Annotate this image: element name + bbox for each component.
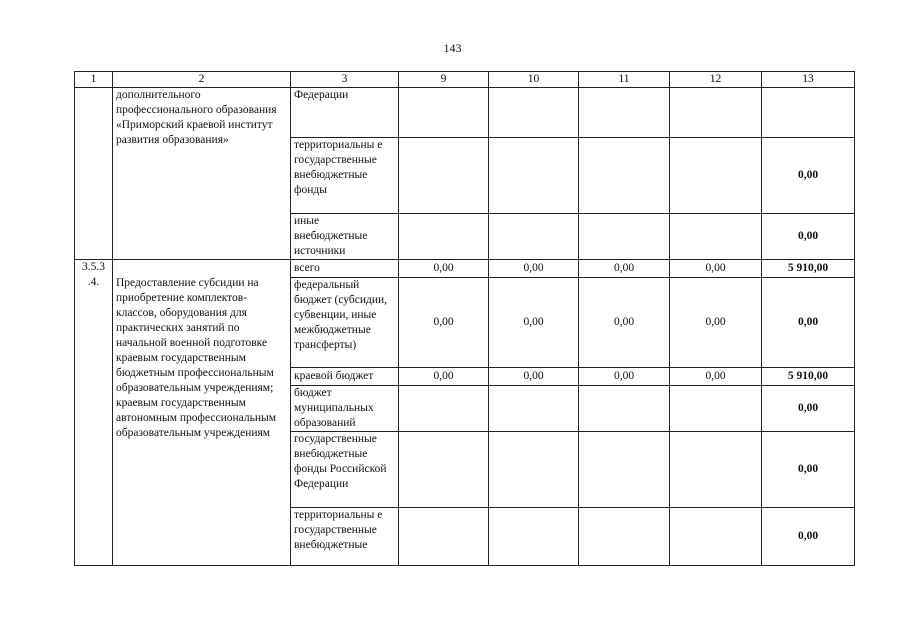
code-cell bbox=[75, 88, 113, 260]
source-label: территориальны е государственные внебюджетные фонды bbox=[291, 138, 399, 214]
value-cell: 0,00 bbox=[670, 260, 762, 278]
header-col-10: 10 bbox=[489, 72, 579, 88]
total-cell: 0,00 bbox=[762, 432, 855, 508]
header-col-9: 9 bbox=[399, 72, 489, 88]
value-cell: 0,00 bbox=[399, 260, 489, 278]
total-cell: 0,00 bbox=[762, 278, 855, 368]
source-label: всего bbox=[291, 260, 399, 278]
value-cell: 0,00 bbox=[489, 260, 579, 278]
source-label: иные внебюджетные источники bbox=[291, 214, 399, 260]
table-row bbox=[75, 88, 855, 138]
value-cell bbox=[579, 214, 670, 260]
code-cell: 3.5.3 .4. bbox=[75, 260, 113, 566]
header-col-12: 12 bbox=[670, 72, 762, 88]
value-cell bbox=[670, 508, 762, 566]
table-row bbox=[75, 260, 855, 278]
value-cell bbox=[670, 386, 762, 432]
source-label: государственные внебюджетные фонды Российской Федерации bbox=[291, 432, 399, 508]
total-cell: 0,00 bbox=[762, 138, 855, 214]
value-cell: 0,00 bbox=[579, 278, 670, 368]
page-number: 143 bbox=[443, 41, 462, 55]
value-cell bbox=[670, 88, 762, 138]
value-cell: 0,00 bbox=[670, 278, 762, 368]
header-col-1: 1 bbox=[75, 72, 113, 88]
header-row bbox=[75, 72, 855, 88]
source-label: территориальны е государственные внебюджетные bbox=[291, 508, 399, 566]
value-cell: 0,00 bbox=[489, 368, 579, 386]
value-cell: 0,00 bbox=[670, 368, 762, 386]
total-cell bbox=[762, 88, 855, 138]
header-col-11: 11 bbox=[579, 72, 670, 88]
value-cell bbox=[399, 508, 489, 566]
header-col-3: 3 bbox=[291, 72, 399, 88]
header-col-13: 13 bbox=[762, 72, 855, 88]
total-cell: 0,00 bbox=[762, 508, 855, 566]
value-cell bbox=[489, 88, 579, 138]
value-cell bbox=[399, 88, 489, 138]
value-cell bbox=[670, 432, 762, 508]
value-cell: 0,00 bbox=[399, 278, 489, 368]
value-cell bbox=[489, 138, 579, 214]
source-label: Федерации bbox=[291, 88, 399, 138]
total-cell: 5 910,00 bbox=[762, 260, 855, 278]
value-cell bbox=[670, 214, 762, 260]
value-cell bbox=[579, 432, 670, 508]
value-cell: 0,00 bbox=[399, 368, 489, 386]
source-label: бюджет муниципальных образований bbox=[291, 386, 399, 432]
value-cell bbox=[489, 386, 579, 432]
source-label: федеральный бюджет (субсидии, субвенции, иные межбюджетные трансферты) bbox=[291, 278, 399, 368]
source-label: краевой бюджет bbox=[291, 368, 399, 386]
value-cell bbox=[399, 386, 489, 432]
value-cell bbox=[579, 386, 670, 432]
value-cell bbox=[489, 214, 579, 260]
value-cell bbox=[579, 508, 670, 566]
value-cell: 0,00 bbox=[579, 368, 670, 386]
value-cell bbox=[489, 508, 579, 566]
description-cell: дополнительного профессионального образования «Приморский краевой институт развития образования» bbox=[113, 88, 291, 260]
value-cell bbox=[489, 432, 579, 508]
value-cell bbox=[579, 138, 670, 214]
budget-table bbox=[74, 71, 855, 566]
value-cell bbox=[399, 214, 489, 260]
value-cell: 0,00 bbox=[489, 278, 579, 368]
header-col-2: 2 bbox=[113, 72, 291, 88]
value-cell bbox=[670, 138, 762, 214]
value-cell bbox=[579, 88, 670, 138]
value-cell bbox=[399, 138, 489, 214]
value-cell bbox=[399, 432, 489, 508]
description-cell bbox=[113, 260, 291, 566]
total-cell: 5 910,00 bbox=[762, 368, 855, 386]
value-cell: 0,00 bbox=[579, 260, 670, 278]
total-cell: 0,00 bbox=[762, 386, 855, 432]
total-cell: 0,00 bbox=[762, 214, 855, 260]
description-text: Предоставление субсидии на приобретение комплектов-классов, оборудования для практических занятий по начальной военной подготовке краевым государственным бюджетным профессиональным образовательным учреждениям; краевым государственным автономным профессиональным образовательным учреждениям bbox=[116, 277, 276, 439]
